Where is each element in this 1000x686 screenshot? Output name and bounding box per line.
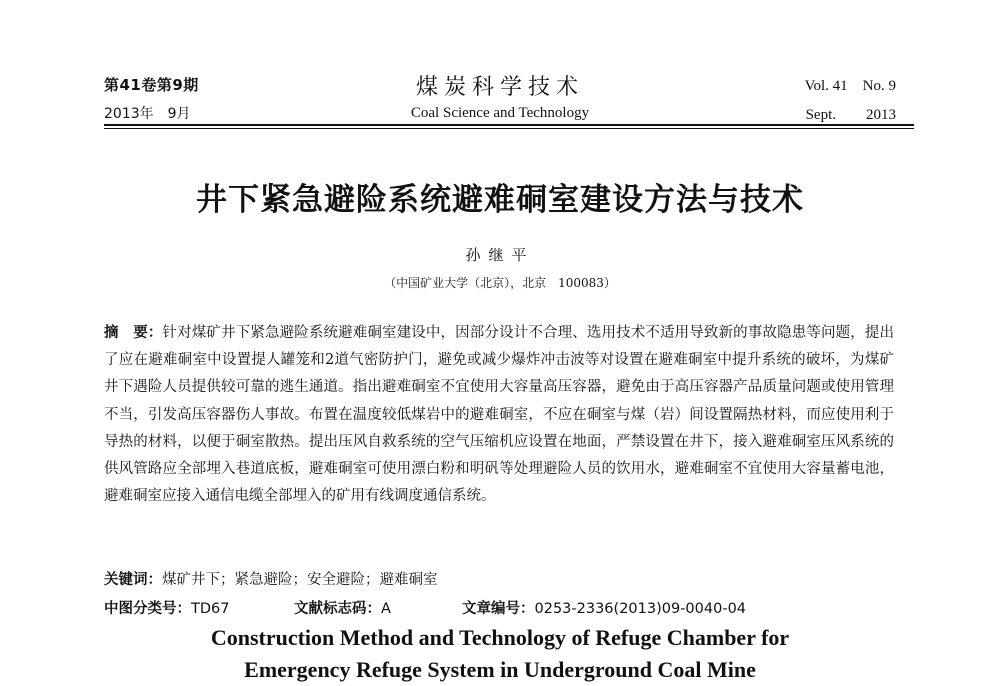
abstract [104, 320, 894, 510]
header-left [104, 74, 199, 123]
doc-code-label: 文献标志码： [294, 601, 381, 617]
english-title-line1: Construction Method and Technology of Refuge Chamber for [210, 625, 790, 650]
doc-code-item [294, 597, 462, 618]
abstract-label: 摘 要： [104, 325, 163, 341]
classification-line [104, 597, 904, 618]
date-en: Sept. 2013 [805, 107, 896, 123]
article-number-value: 0253-2336(2013)09-0040-04 [534, 601, 747, 617]
clc-value: TD67 [191, 601, 230, 617]
issue-cn: 第41卷第9期 [104, 76, 199, 94]
header-rule-thick [104, 124, 914, 126]
article-number-item [462, 597, 746, 618]
clc-label: 中图分类号： [104, 601, 191, 617]
journal-name-en: Coal Science and Technology [410, 105, 590, 121]
clc-item [104, 597, 294, 618]
english-title [0, 622, 1000, 686]
keywords [104, 568, 894, 589]
keywords-label: 关键词： [104, 572, 162, 588]
author: 孙继平 [465, 246, 535, 264]
abstract-text: 针对煤矿井下紧急避险系统避难硐室建设中，因部分设计不合理、选用技术不适用导致新的事故隐患等问题，提出了应在避难硐室中设置提人罐笼和2道气密防护门，避免或减少爆炸冲击波等对设置在避难硐室中提升系统的破坏，为煤矿井下遇险人员提供较可靠的逃生通道。指出避难硐室不宜使用大容量高压容器，避免由于高压容器产品质量问题或使用管理不当，引发高压容器伤人事故。布置在温度较低煤岩中的避难硐室，不应在硐室与煤（岩）间设置隔热材料，而应使用利于导热的材料，以便于硐室散热。提出压风自救系统的空气压缩机应设置在地面，严禁设置在井下，接入避难硐室压风系统的供风管路应全部埋入巷道底板，避难硐室可使用漂白粉和明矾等处理避险人员的饮用水，避难硐室不宜使用大容量蓄电池，避难硐室应接入通信电缆全部埋入的矿用有线调度通信系统。 [104, 325, 894, 505]
affiliation: （中国矿业大学（北京），北京 100083） [384, 276, 616, 290]
doc-code-value: A [381, 601, 391, 617]
paper-title: 井下紧急避险系统避难硐室建设方法与技术 [196, 182, 804, 218]
article-number-label: 文章编号： [462, 601, 535, 617]
keywords-text: 煤矿井下；紧急避险；安全避险；避难硐室 [162, 572, 438, 588]
date-cn: 2013年 9月 [104, 106, 191, 122]
english-title-line2: Emergency Refuge System in Underground Coal Mine [244, 657, 756, 682]
header-rule-thin [104, 128, 914, 129]
journal-masthead [300, 70, 700, 122]
header-right [805, 74, 896, 124]
volume-number: Vol. 41 No. 9 [804, 78, 896, 94]
journal-name-cn: 煤炭科学技术 [415, 75, 584, 100]
